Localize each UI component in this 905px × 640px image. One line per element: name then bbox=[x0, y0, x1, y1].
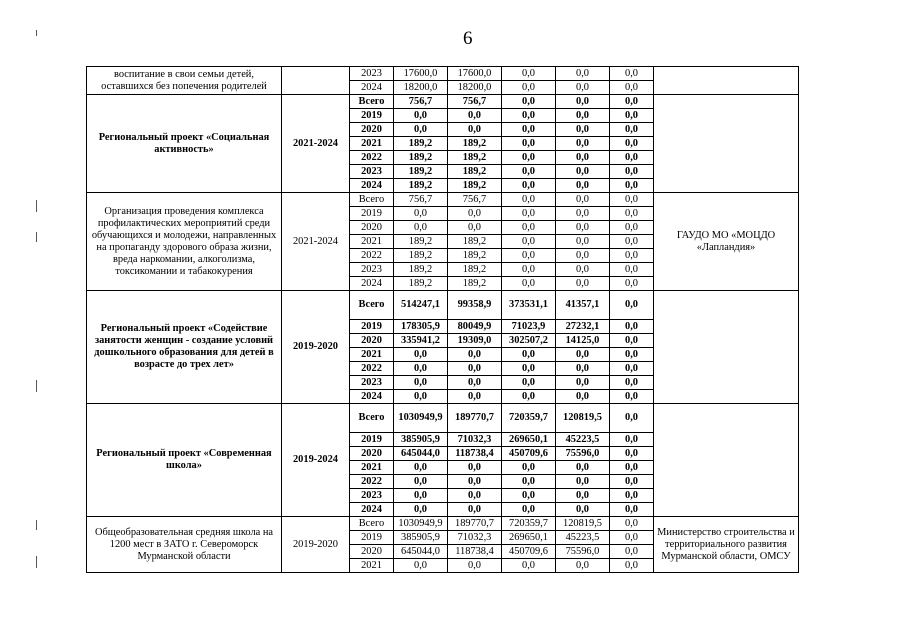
margin-mark bbox=[36, 30, 37, 36]
value-cell-v5: 0,0 bbox=[610, 151, 654, 165]
table-row bbox=[87, 95, 799, 109]
value-cell-v3: 0,0 bbox=[502, 193, 556, 207]
value-cell-v5: 0,0 bbox=[610, 559, 654, 573]
value-cell-v5: 0,0 bbox=[610, 320, 654, 334]
value-cell-v1: 17600,0 bbox=[394, 67, 448, 81]
value-cell-v3: 0,0 bbox=[502, 489, 556, 503]
page-number: 6 bbox=[463, 28, 473, 49]
value-cell-v1: 385905,9 bbox=[394, 531, 448, 545]
value-cell-v3: 0,0 bbox=[502, 221, 556, 235]
value-cell-v1: 0,0 bbox=[394, 376, 448, 390]
margin-mark bbox=[36, 232, 37, 242]
value-cell-v1: 0,0 bbox=[394, 123, 448, 137]
section-executor: Министерство строительства и территориального развития Мурманской области, ОМСУ bbox=[654, 517, 799, 573]
value-cell-v2: 0,0 bbox=[448, 109, 502, 123]
budget-table-body bbox=[87, 67, 799, 573]
value-cell-v1: 335941,2 bbox=[394, 334, 448, 348]
value-cell-v2: 99358,9 bbox=[448, 291, 502, 320]
value-cell-v4: 0,0 bbox=[556, 123, 610, 137]
section-period bbox=[282, 67, 350, 95]
value-cell-v3: 0,0 bbox=[502, 165, 556, 179]
year-cell: 2021 bbox=[350, 137, 394, 151]
budget-table bbox=[86, 66, 799, 573]
value-cell-v4: 45223,5 bbox=[556, 531, 610, 545]
value-cell-v4: 0,0 bbox=[556, 67, 610, 81]
section-period: 2021-2024 bbox=[282, 95, 350, 193]
value-cell-v4: 0,0 bbox=[556, 461, 610, 475]
value-cell-v3: 0,0 bbox=[502, 376, 556, 390]
value-cell-v4: 75596,0 bbox=[556, 447, 610, 461]
value-cell-v3: 0,0 bbox=[502, 81, 556, 95]
section-period: 2019-2020 bbox=[282, 517, 350, 573]
value-cell-v2: 0,0 bbox=[448, 221, 502, 235]
year-cell: 2019 bbox=[350, 207, 394, 221]
value-cell-v3: 0,0 bbox=[502, 362, 556, 376]
value-cell-v3: 0,0 bbox=[502, 390, 556, 404]
value-cell-v4: 0,0 bbox=[556, 362, 610, 376]
value-cell-v3: 0,0 bbox=[502, 67, 556, 81]
section-period: 2019-2024 bbox=[282, 404, 350, 517]
year-cell: 2021 bbox=[350, 559, 394, 573]
value-cell-v5: 0,0 bbox=[610, 221, 654, 235]
value-cell-v4: 0,0 bbox=[556, 348, 610, 362]
value-cell-v4: 0,0 bbox=[556, 263, 610, 277]
value-cell-v1: 1030949,9 bbox=[394, 404, 448, 433]
section-period: 2021-2024 bbox=[282, 193, 350, 291]
value-cell-v3: 0,0 bbox=[502, 235, 556, 249]
section-description: воспитание в свои семьи детей, оставшихся без попечения родителей bbox=[87, 67, 282, 95]
year-cell: Всего bbox=[350, 95, 394, 109]
value-cell-v1: 189,2 bbox=[394, 137, 448, 151]
year-cell: 2021 bbox=[350, 461, 394, 475]
value-cell-v5: 0,0 bbox=[610, 109, 654, 123]
value-cell-v4: 120819,5 bbox=[556, 404, 610, 433]
value-cell-v5: 0,0 bbox=[610, 165, 654, 179]
value-cell-v1: 0,0 bbox=[394, 461, 448, 475]
year-cell: 2020 bbox=[350, 334, 394, 348]
value-cell-v1: 645044,0 bbox=[394, 447, 448, 461]
value-cell-v3: 0,0 bbox=[502, 95, 556, 109]
value-cell-v1: 18200,0 bbox=[394, 81, 448, 95]
year-cell: 2023 bbox=[350, 376, 394, 390]
table-row bbox=[87, 517, 799, 531]
section-executor bbox=[654, 291, 799, 404]
value-cell-v4: 0,0 bbox=[556, 277, 610, 291]
year-cell: 2024 bbox=[350, 503, 394, 517]
value-cell-v4: 75596,0 bbox=[556, 545, 610, 559]
year-cell: 2023 bbox=[350, 489, 394, 503]
value-cell-v3: 0,0 bbox=[502, 123, 556, 137]
value-cell-v2: 189,2 bbox=[448, 137, 502, 151]
value-cell-v5: 0,0 bbox=[610, 291, 654, 320]
value-cell-v5: 0,0 bbox=[610, 81, 654, 95]
margin-mark bbox=[36, 380, 37, 392]
value-cell-v4: 0,0 bbox=[556, 207, 610, 221]
value-cell-v2: 756,7 bbox=[448, 95, 502, 109]
year-cell: 2024 bbox=[350, 390, 394, 404]
value-cell-v3: 720359,7 bbox=[502, 517, 556, 531]
value-cell-v2: 0,0 bbox=[448, 503, 502, 517]
value-cell-v2: 189,2 bbox=[448, 263, 502, 277]
section-description: Региональный проект «Содействие занятости женщин - создание условий дошкольного образования для детей в возрасте до трех лет» bbox=[87, 291, 282, 404]
value-cell-v2: 17600,0 bbox=[448, 67, 502, 81]
value-cell-v5: 0,0 bbox=[610, 433, 654, 447]
value-cell-v2: 189,2 bbox=[448, 179, 502, 193]
section-description: Региональный проект «Социальная активность» bbox=[87, 95, 282, 193]
value-cell-v4: 0,0 bbox=[556, 95, 610, 109]
value-cell-v1: 0,0 bbox=[394, 390, 448, 404]
value-cell-v2: 189770,7 bbox=[448, 517, 502, 531]
year-cell: 2021 bbox=[350, 235, 394, 249]
value-cell-v4: 0,0 bbox=[556, 475, 610, 489]
year-cell: 2020 bbox=[350, 545, 394, 559]
value-cell-v2: 189,2 bbox=[448, 151, 502, 165]
value-cell-v1: 0,0 bbox=[394, 475, 448, 489]
value-cell-v1: 189,2 bbox=[394, 249, 448, 263]
value-cell-v1: 189,2 bbox=[394, 165, 448, 179]
year-cell: 2019 bbox=[350, 320, 394, 334]
value-cell-v2: 0,0 bbox=[448, 348, 502, 362]
value-cell-v1: 756,7 bbox=[394, 95, 448, 109]
value-cell-v1: 189,2 bbox=[394, 277, 448, 291]
value-cell-v5: 0,0 bbox=[610, 193, 654, 207]
section-executor bbox=[654, 404, 799, 517]
value-cell-v2: 118738,4 bbox=[448, 447, 502, 461]
value-cell-v2: 189,2 bbox=[448, 235, 502, 249]
value-cell-v5: 0,0 bbox=[610, 390, 654, 404]
value-cell-v4: 14125,0 bbox=[556, 334, 610, 348]
value-cell-v3: 0,0 bbox=[502, 109, 556, 123]
value-cell-v3: 0,0 bbox=[502, 475, 556, 489]
value-cell-v3: 0,0 bbox=[502, 207, 556, 221]
margin-mark bbox=[36, 520, 37, 530]
section-description: Организация проведения комплекса профилактических мероприятий среди обучающихся и молодежи, направленных на пропаганду здорового образа жизни, вреда наркомании, алкоголизма, токсикомании и табакокурения bbox=[87, 193, 282, 291]
value-cell-v3: 71023,9 bbox=[502, 320, 556, 334]
year-cell: 2023 bbox=[350, 67, 394, 81]
year-cell: 2022 bbox=[350, 475, 394, 489]
value-cell-v3: 450709,6 bbox=[502, 447, 556, 461]
value-cell-v4: 0,0 bbox=[556, 221, 610, 235]
value-cell-v4: 0,0 bbox=[556, 376, 610, 390]
value-cell-v2: 189,2 bbox=[448, 277, 502, 291]
value-cell-v5: 0,0 bbox=[610, 277, 654, 291]
section-executor: ГАУДО МО «МОЦДО «Лапландия» bbox=[654, 193, 799, 291]
value-cell-v5: 0,0 bbox=[610, 531, 654, 545]
value-cell-v2: 71032,3 bbox=[448, 531, 502, 545]
value-cell-v1: 189,2 bbox=[394, 151, 448, 165]
value-cell-v5: 0,0 bbox=[610, 263, 654, 277]
year-cell: Всего bbox=[350, 193, 394, 207]
value-cell-v3: 0,0 bbox=[502, 503, 556, 517]
value-cell-v1: 189,2 bbox=[394, 263, 448, 277]
year-cell: Всего bbox=[350, 517, 394, 531]
table-row bbox=[87, 404, 799, 433]
value-cell-v2: 0,0 bbox=[448, 123, 502, 137]
year-cell: 2020 bbox=[350, 123, 394, 137]
value-cell-v1: 385905,9 bbox=[394, 433, 448, 447]
value-cell-v3: 0,0 bbox=[502, 179, 556, 193]
year-cell: Всего bbox=[350, 291, 394, 320]
value-cell-v3: 0,0 bbox=[502, 263, 556, 277]
value-cell-v2: 189,2 bbox=[448, 165, 502, 179]
value-cell-v5: 0,0 bbox=[610, 235, 654, 249]
value-cell-v4: 45223,5 bbox=[556, 433, 610, 447]
value-cell-v4: 0,0 bbox=[556, 489, 610, 503]
value-cell-v5: 0,0 bbox=[610, 362, 654, 376]
year-cell: 2022 bbox=[350, 249, 394, 263]
value-cell-v3: 0,0 bbox=[502, 348, 556, 362]
value-cell-v1: 0,0 bbox=[394, 362, 448, 376]
value-cell-v3: 720359,7 bbox=[502, 404, 556, 433]
value-cell-v3: 0,0 bbox=[502, 249, 556, 263]
value-cell-v2: 18200,0 bbox=[448, 81, 502, 95]
value-cell-v4: 0,0 bbox=[556, 109, 610, 123]
year-cell: 2023 bbox=[350, 263, 394, 277]
value-cell-v5: 0,0 bbox=[610, 249, 654, 263]
margin-mark bbox=[36, 556, 37, 568]
value-cell-v5: 0,0 bbox=[610, 503, 654, 517]
value-cell-v3: 0,0 bbox=[502, 151, 556, 165]
value-cell-v2: 19309,0 bbox=[448, 334, 502, 348]
value-cell-v4: 0,0 bbox=[556, 165, 610, 179]
value-cell-v5: 0,0 bbox=[610, 489, 654, 503]
value-cell-v1: 0,0 bbox=[394, 109, 448, 123]
value-cell-v2: 189,2 bbox=[448, 249, 502, 263]
value-cell-v2: 0,0 bbox=[448, 475, 502, 489]
value-cell-v5: 0,0 bbox=[610, 334, 654, 348]
table-row bbox=[87, 193, 799, 207]
value-cell-v3: 0,0 bbox=[502, 277, 556, 291]
value-cell-v4: 0,0 bbox=[556, 249, 610, 263]
section-period: 2019-2020 bbox=[282, 291, 350, 404]
section-executor bbox=[654, 67, 799, 95]
margin-mark bbox=[36, 200, 37, 212]
value-cell-v2: 0,0 bbox=[448, 489, 502, 503]
value-cell-v1: 0,0 bbox=[394, 503, 448, 517]
value-cell-v5: 0,0 bbox=[610, 404, 654, 433]
value-cell-v2: 0,0 bbox=[448, 207, 502, 221]
section-description: Региональный проект «Современная школа» bbox=[87, 404, 282, 517]
value-cell-v2: 0,0 bbox=[448, 376, 502, 390]
value-cell-v5: 0,0 bbox=[610, 95, 654, 109]
year-cell: Всего bbox=[350, 404, 394, 433]
value-cell-v4: 0,0 bbox=[556, 559, 610, 573]
value-cell-v1: 0,0 bbox=[394, 559, 448, 573]
value-cell-v2: 756,7 bbox=[448, 193, 502, 207]
value-cell-v1: 0,0 bbox=[394, 221, 448, 235]
year-cell: 2019 bbox=[350, 109, 394, 123]
value-cell-v2: 71032,3 bbox=[448, 433, 502, 447]
table-row bbox=[87, 67, 799, 81]
value-cell-v4: 0,0 bbox=[556, 390, 610, 404]
value-cell-v4: 0,0 bbox=[556, 235, 610, 249]
value-cell-v5: 0,0 bbox=[610, 475, 654, 489]
value-cell-v5: 0,0 bbox=[610, 179, 654, 193]
value-cell-v3: 0,0 bbox=[502, 137, 556, 151]
value-cell-v5: 0,0 bbox=[610, 137, 654, 151]
value-cell-v4: 0,0 bbox=[556, 503, 610, 517]
value-cell-v3: 373531,1 bbox=[502, 291, 556, 320]
value-cell-v1: 189,2 bbox=[394, 179, 448, 193]
value-cell-v3: 450709,6 bbox=[502, 545, 556, 559]
value-cell-v1: 756,7 bbox=[394, 193, 448, 207]
value-cell-v2: 80049,9 bbox=[448, 320, 502, 334]
value-cell-v1: 189,2 bbox=[394, 235, 448, 249]
value-cell-v4: 41357,1 bbox=[556, 291, 610, 320]
value-cell-v3: 0,0 bbox=[502, 461, 556, 475]
year-cell: 2024 bbox=[350, 277, 394, 291]
year-cell: 2019 bbox=[350, 433, 394, 447]
value-cell-v5: 0,0 bbox=[610, 545, 654, 559]
value-cell-v5: 0,0 bbox=[610, 348, 654, 362]
year-cell: 2021 bbox=[350, 348, 394, 362]
value-cell-v3: 269650,1 bbox=[502, 433, 556, 447]
value-cell-v4: 0,0 bbox=[556, 137, 610, 151]
value-cell-v1: 0,0 bbox=[394, 207, 448, 221]
year-cell: 2019 bbox=[350, 531, 394, 545]
value-cell-v4: 0,0 bbox=[556, 179, 610, 193]
value-cell-v5: 0,0 bbox=[610, 207, 654, 221]
value-cell-v3: 269650,1 bbox=[502, 531, 556, 545]
year-cell: 2024 bbox=[350, 179, 394, 193]
value-cell-v4: 0,0 bbox=[556, 151, 610, 165]
year-cell: 2020 bbox=[350, 221, 394, 235]
value-cell-v5: 0,0 bbox=[610, 376, 654, 390]
value-cell-v2: 0,0 bbox=[448, 362, 502, 376]
value-cell-v5: 0,0 bbox=[610, 517, 654, 531]
table-row bbox=[87, 291, 799, 320]
year-cell: 2023 bbox=[350, 165, 394, 179]
value-cell-v1: 178305,9 bbox=[394, 320, 448, 334]
value-cell-v1: 514247,1 bbox=[394, 291, 448, 320]
value-cell-v2: 189770,7 bbox=[448, 404, 502, 433]
value-cell-v4: 120819,5 bbox=[556, 517, 610, 531]
value-cell-v5: 0,0 bbox=[610, 67, 654, 81]
value-cell-v2: 0,0 bbox=[448, 559, 502, 573]
value-cell-v4: 27232,1 bbox=[556, 320, 610, 334]
value-cell-v1: 645044,0 bbox=[394, 545, 448, 559]
value-cell-v1: 0,0 bbox=[394, 489, 448, 503]
value-cell-v1: 0,0 bbox=[394, 348, 448, 362]
section-description: Общеобразовательная средняя школа на 1200 мест в ЗАТО г. Североморск Мурманской области bbox=[87, 517, 282, 573]
section-executor bbox=[654, 95, 799, 193]
value-cell-v2: 0,0 bbox=[448, 390, 502, 404]
value-cell-v2: 118738,4 bbox=[448, 545, 502, 559]
year-cell: 2020 bbox=[350, 447, 394, 461]
value-cell-v4: 0,0 bbox=[556, 81, 610, 95]
year-cell: 2022 bbox=[350, 151, 394, 165]
value-cell-v3: 302507,2 bbox=[502, 334, 556, 348]
value-cell-v5: 0,0 bbox=[610, 461, 654, 475]
value-cell-v1: 1030949,9 bbox=[394, 517, 448, 531]
year-cell: 2024 bbox=[350, 81, 394, 95]
value-cell-v3: 0,0 bbox=[502, 559, 556, 573]
value-cell-v5: 0,0 bbox=[610, 123, 654, 137]
value-cell-v2: 0,0 bbox=[448, 461, 502, 475]
value-cell-v5: 0,0 bbox=[610, 447, 654, 461]
value-cell-v4: 0,0 bbox=[556, 193, 610, 207]
year-cell: 2022 bbox=[350, 362, 394, 376]
